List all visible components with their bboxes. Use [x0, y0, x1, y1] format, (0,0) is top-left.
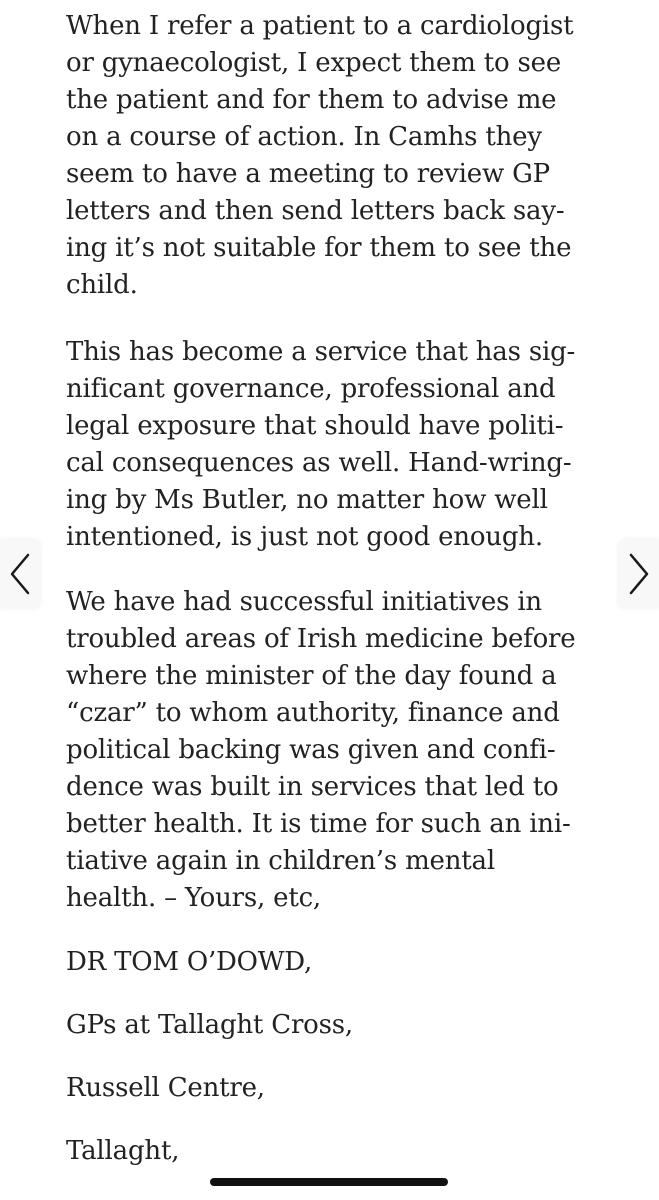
next-page-button[interactable]	[619, 540, 659, 608]
home-indicator[interactable]	[210, 1178, 448, 1186]
paragraph-2-line-3: legal exposure that should have politi-	[66, 411, 564, 441]
paragraph-3-line-1: We have had successful initiatives in	[66, 587, 542, 617]
paragraph-3-line-2: troubled areas of Irish medicine before	[66, 624, 576, 654]
paragraph-2-line-2: nificant governance, professional and	[66, 374, 556, 404]
paragraph-3-line-4: “czar” to whom authority, finance and	[66, 698, 560, 728]
chevron-left-icon	[8, 552, 32, 596]
paragraph-2-line-1: This has become a service that has sig-	[66, 337, 576, 367]
signature-practice: GPs at Tallaght Cross,	[66, 1010, 353, 1040]
signature-town: Tallaght,	[66, 1136, 180, 1166]
paragraph-1-line-4: on a course of action. In Camhs they	[66, 122, 542, 152]
paragraph-3-line-5: political backing was given and confi-	[66, 735, 556, 765]
paragraph-3-line-6: dence was built in services that led to	[66, 772, 559, 802]
paragraph-1-line-8: child.	[66, 270, 138, 300]
paragraph-3-line-7: better health. It is time for such an ini-	[66, 809, 571, 839]
paragraph-3-line-3: where the minister of the day found a	[66, 661, 557, 691]
signature-centre: Russell Centre,	[66, 1073, 265, 1103]
previous-page-button[interactable]	[0, 540, 40, 608]
paragraph-3-line-8: tiative again in children’s mental	[66, 846, 495, 876]
paragraph-1-line-2: or gynaecologist, I expect them to see	[66, 48, 562, 78]
paragraph-1-line-7: ing it’s not suitable for them to see the	[66, 233, 572, 263]
paragraph-1-line-5: seem to have a meeting to review GP	[66, 159, 550, 189]
paragraph-1-line-3: the patient and for them to advise me	[66, 85, 557, 115]
paragraph-2-line-6: intentioned, is just not good enough.	[66, 522, 543, 552]
signature-name: DR TOM O’DOWD,	[66, 947, 313, 977]
paragraph-3-line-9: health. – Yours, etc,	[66, 883, 322, 913]
paragraph-1-line-6: letters and then send letters back say-	[66, 196, 565, 226]
paragraph-2-line-4: cal consequences as well. Hand-wring-	[66, 448, 572, 478]
chevron-right-icon	[627, 552, 651, 596]
paragraph-2-line-5: ing by Ms Butler, no matter how well	[66, 485, 548, 515]
paragraph-1-line-1: When I refer a patient to a cardiologist	[66, 11, 574, 41]
